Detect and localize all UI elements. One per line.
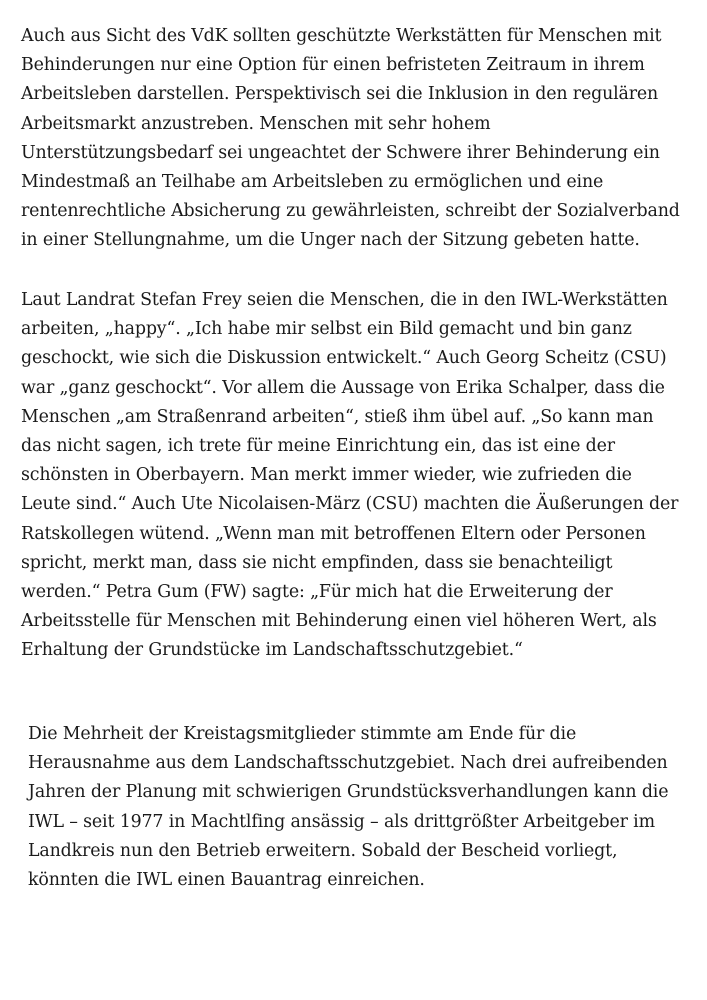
- text-line: Behinderungen nur eine Option für einen befristeten Zeitraum in ihrem: [21, 55, 645, 76]
- text-line: Landkreis nun den Betrieb erweitern. Sobald der Bescheid vorliegt,: [28, 840, 618, 861]
- text-line: Herausnahme aus dem Landschaftsschutzgebiet. Nach drei aufreibenden: [28, 753, 668, 774]
- text-line: geschockt, wie sich die Diskussion entwickelt.“ Auch Georg Scheitz (CSU): [21, 348, 667, 369]
- text-line: Die Mehrheit der Kreistagsmitglieder stimmte am Ende für die: [28, 724, 577, 744]
- paragraph-vdk-statement: [21, 22, 680, 256]
- text-line: Arbeitsleben darstellen. Perspektivisch sei die Inklusion in den regulären: [21, 84, 659, 105]
- text-line: IWL – seit 1977 in Machtlfing ansässig – als drittgrößter Arbeitgeber im: [28, 811, 655, 832]
- text-line: war „ganz geschockt“. Vor allem die Aussage von Erika Schalper, dass die: [21, 377, 665, 398]
- paragraph-council-reactions: [21, 286, 678, 666]
- text-line: schönsten in Oberbayern. Man merkt immer wieder, wie zufrieden die: [21, 465, 632, 486]
- text-line: Arbeitsmarkt anzustreben. Menschen mit sehr hohem: [21, 113, 491, 134]
- paragraph-vote-outcome: [28, 720, 668, 895]
- text-line: Erhaltung der Grundstücke im Landschaftsschutzgebiet.“: [21, 640, 523, 661]
- text-line: Ratskollegen wütend. „Wenn man mit betroffenen Eltern oder Personen: [21, 523, 646, 544]
- text-line: das nicht sagen, ich trete für meine Einrichtung ein, das ist eine der: [21, 436, 615, 457]
- text-line: Arbeitsstelle für Menschen mit Behinderung einen viel höheren Wert, als: [21, 611, 657, 632]
- text-line: Auch aus Sicht des VdK sollten geschützte Werkstätten für Menschen mit: [21, 26, 662, 46]
- text-line: könnten die IWL einen Bauantrag einreichen.: [28, 870, 425, 891]
- text-line: Unterstützungsbedarf sei ungeachtet der Schwere ihrer Behinderung ein: [21, 142, 660, 163]
- text-line: spricht, merkt man, dass sie nicht empfinden, dass sie benachteiligt: [21, 552, 613, 573]
- text-line: in einer Stellungnahme, um die Unger nach der Sitzung gebeten hatte.: [21, 230, 640, 251]
- text-line: werden.“ Petra Gum (FW) sagte: „Für mich hat die Erweiterung der: [21, 582, 613, 603]
- text-line: arbeiten, „happy“. „Ich habe mir selbst ein Bild gemacht und bin ganz: [21, 319, 632, 340]
- text-line: Jahren der Planung mit schwierigen Grundstücksverhandlungen kann die: [28, 782, 669, 803]
- text-line: Mindestmaß an Teilhabe am Arbeitsleben zu ermöglichen und eine: [21, 172, 604, 193]
- text-line: rentenrechtliche Absicherung zu gewährleisten, schreibt der Sozialverband: [21, 201, 680, 222]
- text-line: Menschen „am Straßenrand arbeiten“, stieß ihm übel auf. „So kann man: [21, 406, 654, 427]
- text-line: Laut Landrat Stefan Frey seien die Menschen, die in den IWL-Werkstätten: [21, 290, 668, 310]
- text-line: Leute sind.“ Auch Ute Nicolaisen-März (CSU) machten die Äußerungen der: [21, 494, 679, 515]
